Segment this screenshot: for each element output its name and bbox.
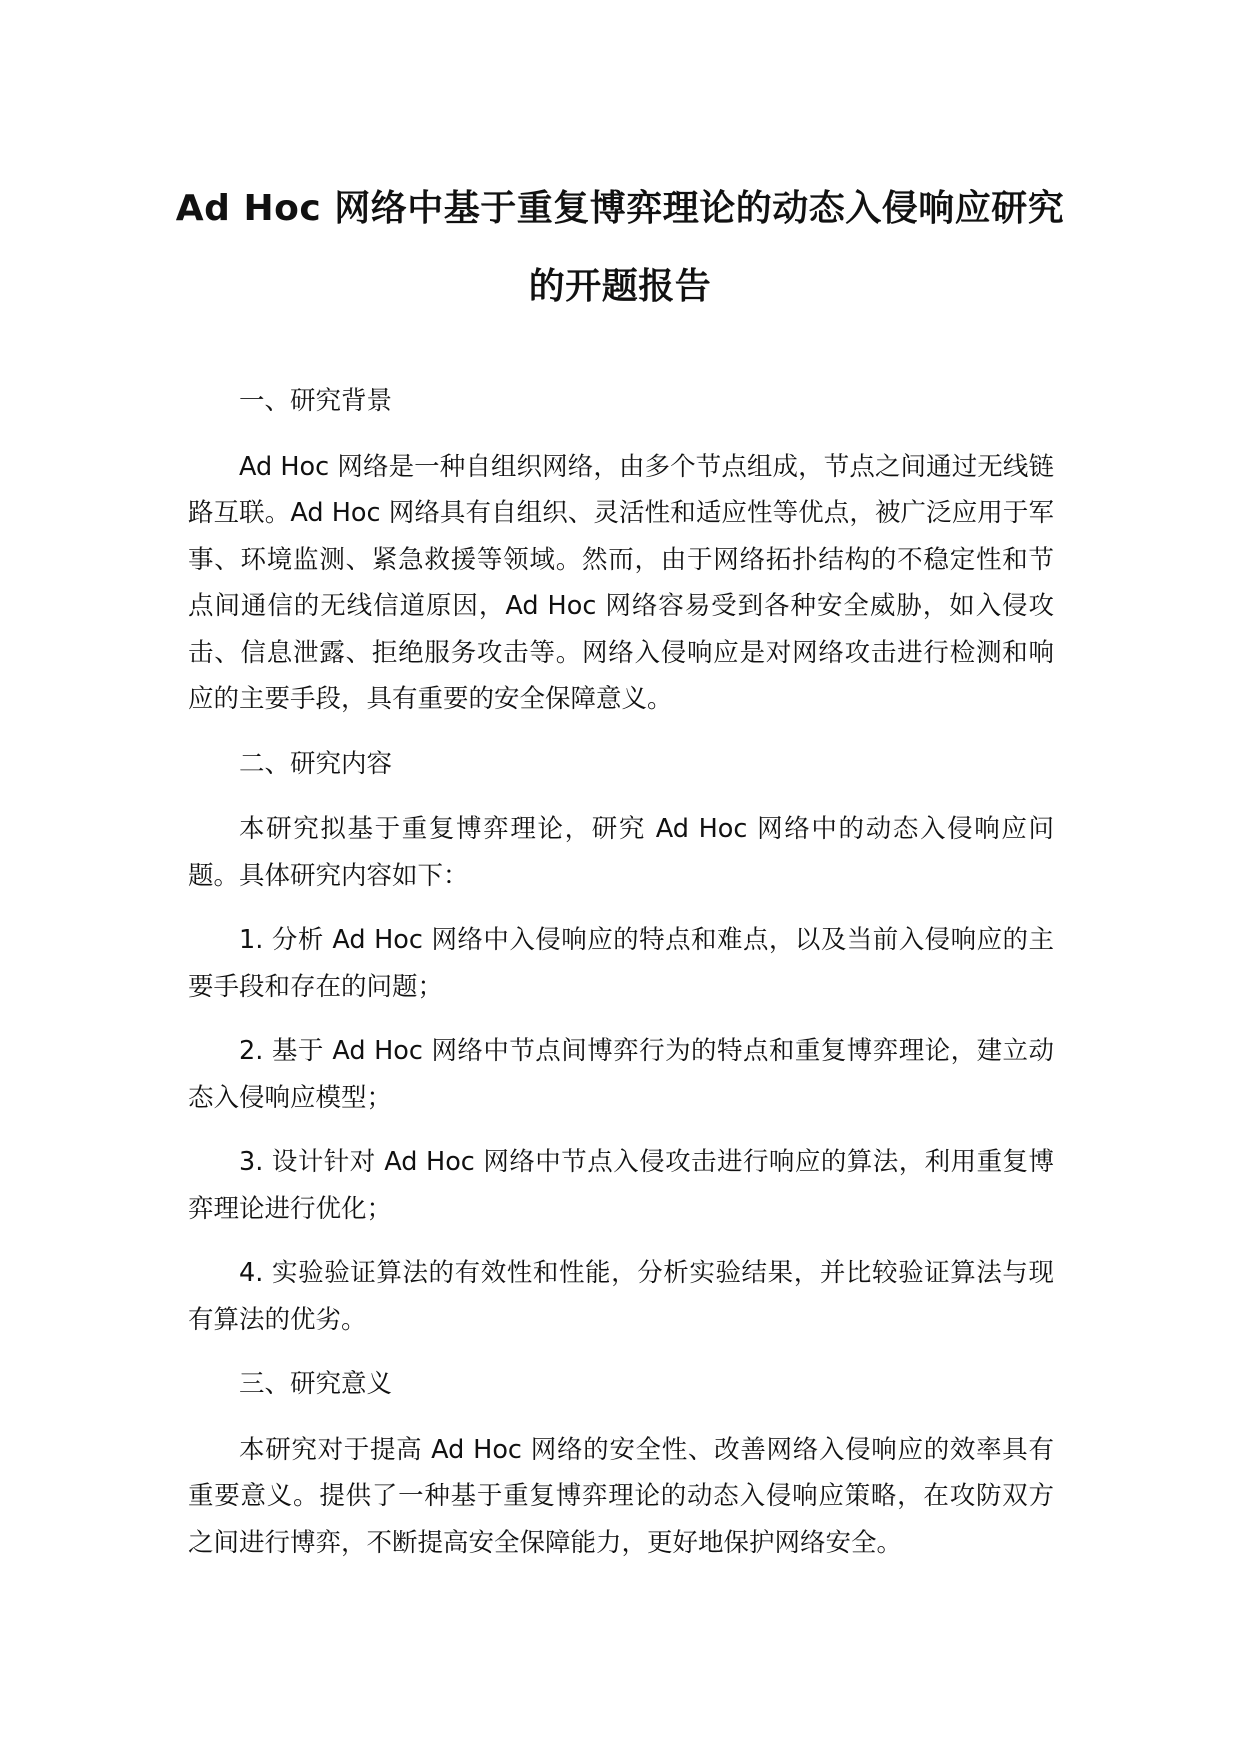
paragraph-background: Ad Hoc 网络是一种自组织网络，由多个节点组成，节点之间通过无线链路互联。Ad Hoc 网络具有自组织、灵活性和适应性等优点，被广泛应用于军事、环境监测、紧急救援等领域。然而，由于网络拓扑结构的不稳定性和节点间通信的无线信道原因，Ad Hoc 网络容易受到各种安全威胁，如入侵攻击、信息泄露、拒绝服务攻击等。网络入侵响应是对网络攻击进行检测和响应的主要手段，具有重要的安全保障意义。 — [188, 451, 1054, 714]
paragraph-significance: 本研究对于提高 Ad Hoc 网络的安全性、改善网络入侵响应的效率具有重要意义。提供了一种基于重复博弈理论的动态入侵响应策略，在攻防双方之间进行博弈，不断提高安全保障能力，更好地保护网络安全。 — [188, 1434, 1054, 1558]
section-heading-significance: 三、研究意义 — [239, 1369, 393, 1399]
list-item-4: 4. 实验验证算法的有效性和性能，分析实验结果，并比较验证算法与现有算法的优劣。 — [188, 1258, 1054, 1335]
section-heading-background: 一、研究背景 — [239, 386, 393, 416]
list-item-3: 3. 设计针对 Ad Hoc 网络中节点入侵攻击进行响应的算法，利用重复博弈理论进行优化； — [188, 1147, 1054, 1224]
section-heading-content: 二、研究内容 — [239, 748, 393, 779]
list-item-1: 1. 分析 Ad Hoc 网络中入侵响应的特点和难点，以及当前入侵响应的主要手段和存在的问题； — [188, 925, 1054, 1002]
paragraph-content-intro: 本研究拟基于重复博弈理论，研究 Ad Hoc 网络中的动态入侵响应问题。具体研究内容如下： — [188, 814, 1054, 891]
document-body — [188, 378, 1054, 1584]
list-item-2: 2. 基于 Ad Hoc 网络中节点间博弈行为的特点和重复博弈理论，建立动态入侵响应模型； — [188, 1036, 1054, 1113]
document-title: Ad Hoc 网络中基于重复博弈理论的动态入侵响应研究的开题报告 — [175, 188, 1065, 307]
